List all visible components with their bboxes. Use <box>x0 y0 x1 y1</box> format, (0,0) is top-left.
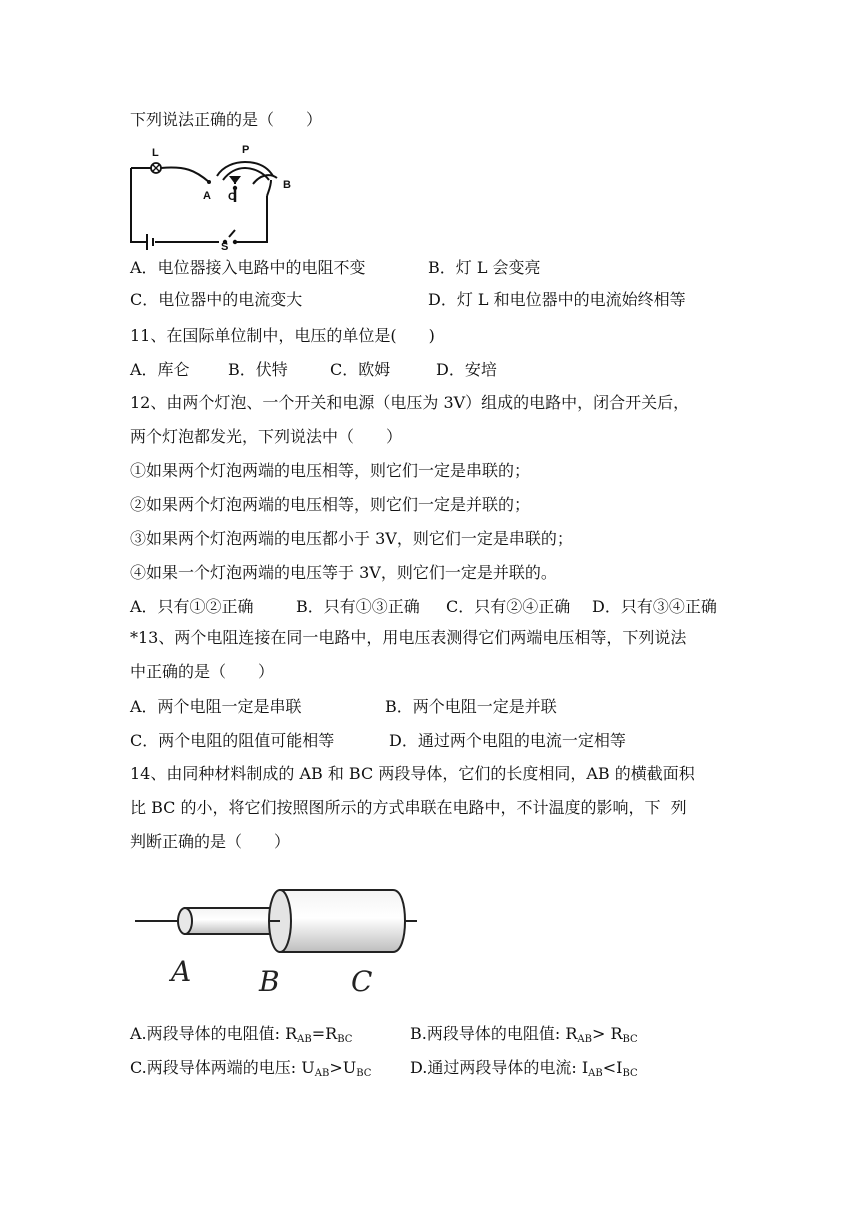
conductor-diagram <box>135 878 425 1003</box>
q14-option-b: B.两段导体的电阻值: $R_{AB}> R_{BC}$ <box>410 1024 638 1045</box>
q13-option-a: A．两个电阻一定是串联 <box>130 697 302 716</box>
q14-stem-line3: 判断正确的是（ ） <box>130 832 291 851</box>
q13-option-b: B．两个电阻一定是并联 <box>385 697 557 716</box>
q12-stem-line2: 两个灯泡都发光，下列说法中（ ） <box>130 427 403 446</box>
q14-option-c: C.两段导体两端的电压: $U_{AB}>U_{BC}$ <box>130 1058 372 1079</box>
slider-label: P <box>242 144 250 156</box>
q13-option-c: C．两个电阻的阻值可能相等 <box>130 731 335 750</box>
q10-option-a: A．电位器接入电路中的电阻不变 <box>130 258 366 277</box>
q11-option-a: A．库仑 <box>130 360 190 379</box>
q14-stem-line2: 比 BC 的小，将它们按照图所示的方式串联在电路中，不计温度的影响，下 列 <box>130 798 687 817</box>
circuit-diagram <box>125 140 291 253</box>
q11-option-b: B．伏特 <box>228 360 288 379</box>
q13-stem-line1: *13、两个电阻连接在同一电路中，用电压表测得它们两端电压相等，下列说法 <box>130 628 687 647</box>
pivot-label: O <box>228 191 237 203</box>
q10-option-b: B．灯 L 会变亮 <box>428 258 541 277</box>
q12-option-c: C．只有②④正确 <box>446 597 571 616</box>
q12-stem-line1: 12、由两个灯泡、一个开关和电源（电压为 3V）组成的电路中，闭合开关后， <box>130 393 690 412</box>
q12-statement-1: ①如果两个灯泡两端的电压相等，则它们一定是串联的； <box>130 461 531 480</box>
q12-statement-4: ④如果一个灯泡两端的电压等于 3V，则它们一定是并联的。 <box>130 563 557 582</box>
q12-option-a: A．只有①②正确 <box>130 597 254 616</box>
q13-option-d: D．通过两个电阻的电流一定相等 <box>389 731 626 750</box>
q10-option-c: C．电位器中的电流变大 <box>130 290 303 309</box>
q12-option-b: B．只有①③正确 <box>296 597 420 616</box>
terminal-a-label: A <box>203 190 211 202</box>
q14-option-a: A.两段导体的电阻值: $R_{AB}=R_{BC}$ <box>130 1024 353 1045</box>
q11-option-c: C．欧姆 <box>330 360 391 379</box>
terminal-b-label: B <box>283 179 291 191</box>
q14-option-d: D.通过两段导体的电流: $I_{AB}<I_{BC}$ <box>410 1058 638 1079</box>
q10-stem-tail: 下列说法正确的是（ ） <box>130 110 323 129</box>
q14-stem-line1: 14、由同种材料制成的 AB 和 BC 两段导体，它们的长度相同，AB 的横截面积 <box>130 764 695 783</box>
q10-option-d: D．灯 L 和电位器中的电流始终相等 <box>428 290 686 309</box>
q12-statement-2: ②如果两个灯泡两端的电压相等，则它们一定是并联的； <box>130 495 531 514</box>
q12-option-d: D．只有③④正确 <box>592 597 717 616</box>
q11-option-d: D．安培 <box>436 360 497 379</box>
label-b: B <box>259 965 280 998</box>
label-a: A <box>171 955 192 988</box>
label-c: C <box>351 965 373 998</box>
switch-label: S <box>221 241 229 253</box>
lamp-label: L <box>152 147 159 159</box>
q12-statement-3: ③如果两个灯泡两端的电压都小于 3V，则它们一定是串联的； <box>130 529 573 548</box>
q11-stem: 11、在国际单位制中，电压的单位是( ) <box>130 326 435 345</box>
q13-stem-line2: 中正确的是（ ） <box>130 662 275 681</box>
